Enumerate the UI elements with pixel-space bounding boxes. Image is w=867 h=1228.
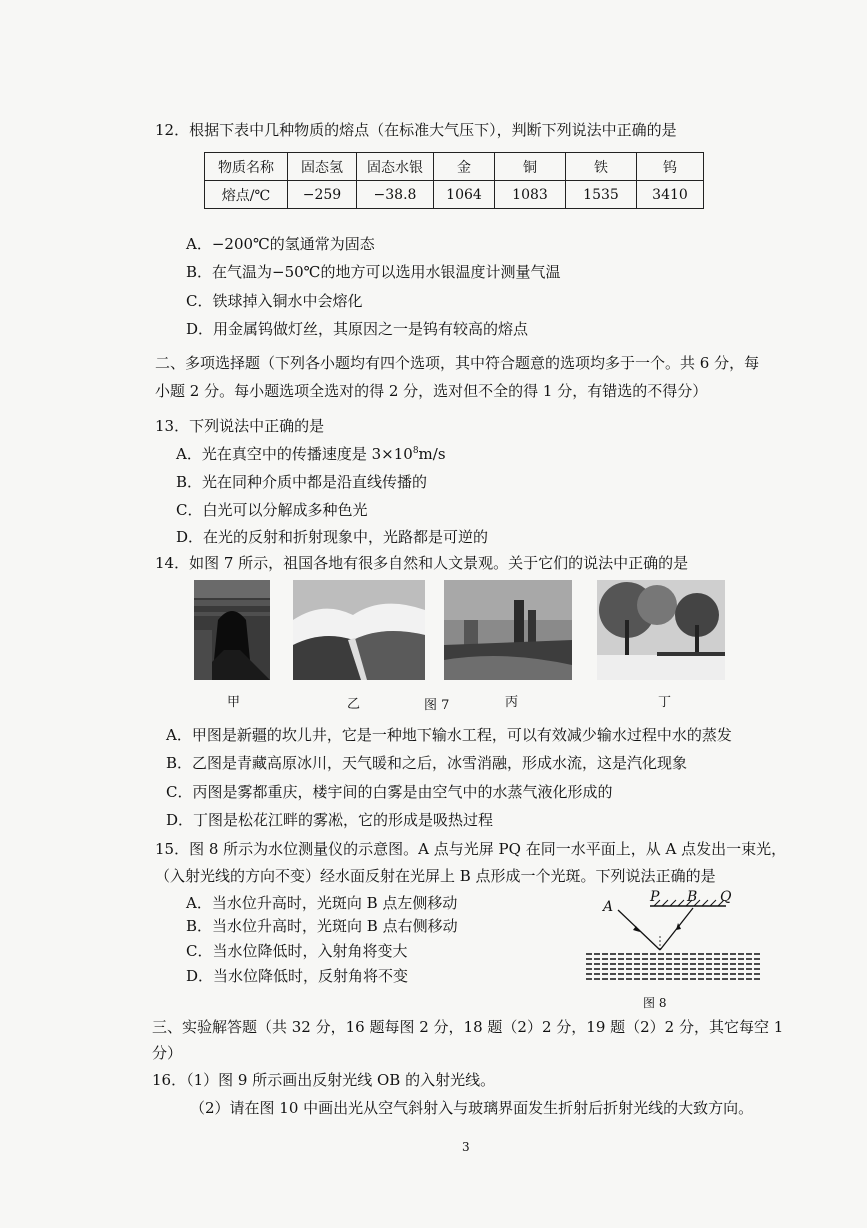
caption-ding: 丁 [658,695,672,710]
q14-stem: 14．如图 7 所示，祖国各地有很多自然和人文景观。关于它们的说法中正确的是 [155,554,689,572]
melting-point-table [204,152,704,209]
q15-option-d: D．当水位降低时，反射角将不变 [186,967,409,985]
q16-part-2: （2）请在图 10 中画出光从空气斜射入与玻璃界面发生折射后折射光线的大致方向。 [190,1099,754,1117]
table-cell: 铜 [495,153,566,181]
page-number: 3 [462,1140,470,1154]
caption-jia: 甲 [227,695,241,710]
q15-option-c: C．当水位降低时，入射角将变大 [186,942,408,960]
q15-option-b: B．当水位升高时，光斑向 B 点右侧移动 [186,917,458,935]
q13-stem: 13．下列说法中正确的是 [155,417,325,435]
q13-option-a-exponent: 8 [412,446,419,456]
q16-part-1: 16．（1）图 9 所示画出反射光线 OB 的入射光线。 [152,1071,496,1089]
table-cell: 1535 [566,181,637,209]
caption-bing: 丙 [505,695,519,710]
q12-option-d: D．用金属钨做灯丝，其原因之一是钨有较高的熔点 [186,320,529,338]
table-cell: 熔点/℃ [205,181,288,209]
q12-option-c: C．铁球掉入铜水中会熔化 [186,292,363,310]
table-cell: 钨 [637,153,704,181]
q13-option-a-unit: m/s [418,445,446,463]
figure-7-label: 图 7 [424,698,450,713]
q14-option-c: C．丙图是雾都重庆，楼宇间的白雾是由空气中的水蒸气液化形成的 [166,783,613,801]
section-3-heading: 三、实验解答题（共 32 分，16 题每图 2 分，18 题（2）2 分，19 题（2）2 分，其它每空 1 [152,1018,784,1036]
figure-8-label-b: B [687,889,698,905]
caption-yi: 乙 [347,697,361,712]
table-cell: −38.8 [357,181,434,209]
table-cell: 3410 [637,181,704,209]
figure-8-label: 图 8 [643,996,667,1010]
table-cell: −259 [288,181,357,209]
table-cell: 1064 [434,181,495,209]
table-row [205,181,704,209]
q13-option-b: B．光在同种介质中都是沿直线传播的 [176,473,428,491]
q14-option-b: B．乙图是青藏高原冰川，天气暖和之后，冰雪消融，形成水流，这是汽化现象 [166,754,688,772]
q12-option-a: A．−200℃的氢通常为固态 [186,235,375,253]
photo-yi [293,580,425,680]
q14-option-d: D．丁图是松花江畔的雾凇，它的形成是吸热过程 [166,811,494,829]
q12-stem: 12．根据下表中几种物质的熔点（在标准大气压下），判断下列说法中正确的是 [155,121,677,139]
table-cell: 固态氢 [288,153,357,181]
q13-option-a [176,443,446,464]
q13-option-a-text: A．光在真空中的传播速度是 3×10 [176,445,413,463]
q14-option-a: A．甲图是新疆的坎儿井，它是一种地下输水工程，可以有效减少输水过程中水的蒸发 [166,726,732,744]
table-cell: 金 [434,153,495,181]
table-cell: 物质名称 [205,153,288,181]
q15-stem: 15．图 8 所示为水位测量仪的示意图。A 点与光屏 PQ 在同一水平面上，从 A 点发出一束光， [155,840,787,858]
section-3-heading-cont: 分） [152,1044,183,1062]
photo-bing [444,580,572,680]
q15-option-a: A．当水位升高时，光斑向 B 点左侧移动 [186,894,458,912]
photo-jia [194,580,270,680]
table-header-row [205,153,704,181]
figure-8-label-q: Q [720,889,732,905]
table-cell: 1083 [495,181,566,209]
table-cell: 固态水银 [357,153,434,181]
figure-8-label-a: A [603,899,614,915]
q13-option-d: D．在光的反射和折射现象中，光路都是可逆的 [176,528,489,546]
q13-option-c: C．白光可以分解成多种色光 [176,501,368,519]
photo-ding [597,580,725,680]
figure-8-label-p: P [650,889,660,905]
section-2-heading: 二、多项选择题（下列各小题均有四个选项，其中符合题意的选项均多于一个。共 6 分，每 [155,354,760,372]
q12-option-b: B．在气温为−50℃的地方可以选用水银温度计测量气温 [186,263,561,281]
table-cell: 铁 [566,153,637,181]
section-2-heading-cont: 小题 2 分。每小题选项全选对的得 2 分，选对但不全的得 1 分，有错选的不得分） [155,382,708,400]
q15-stem-cont: （入射光线的方向不变）经水面反射在光屏上 B 点形成一个光斑。下列说法正确的是 [155,867,716,885]
